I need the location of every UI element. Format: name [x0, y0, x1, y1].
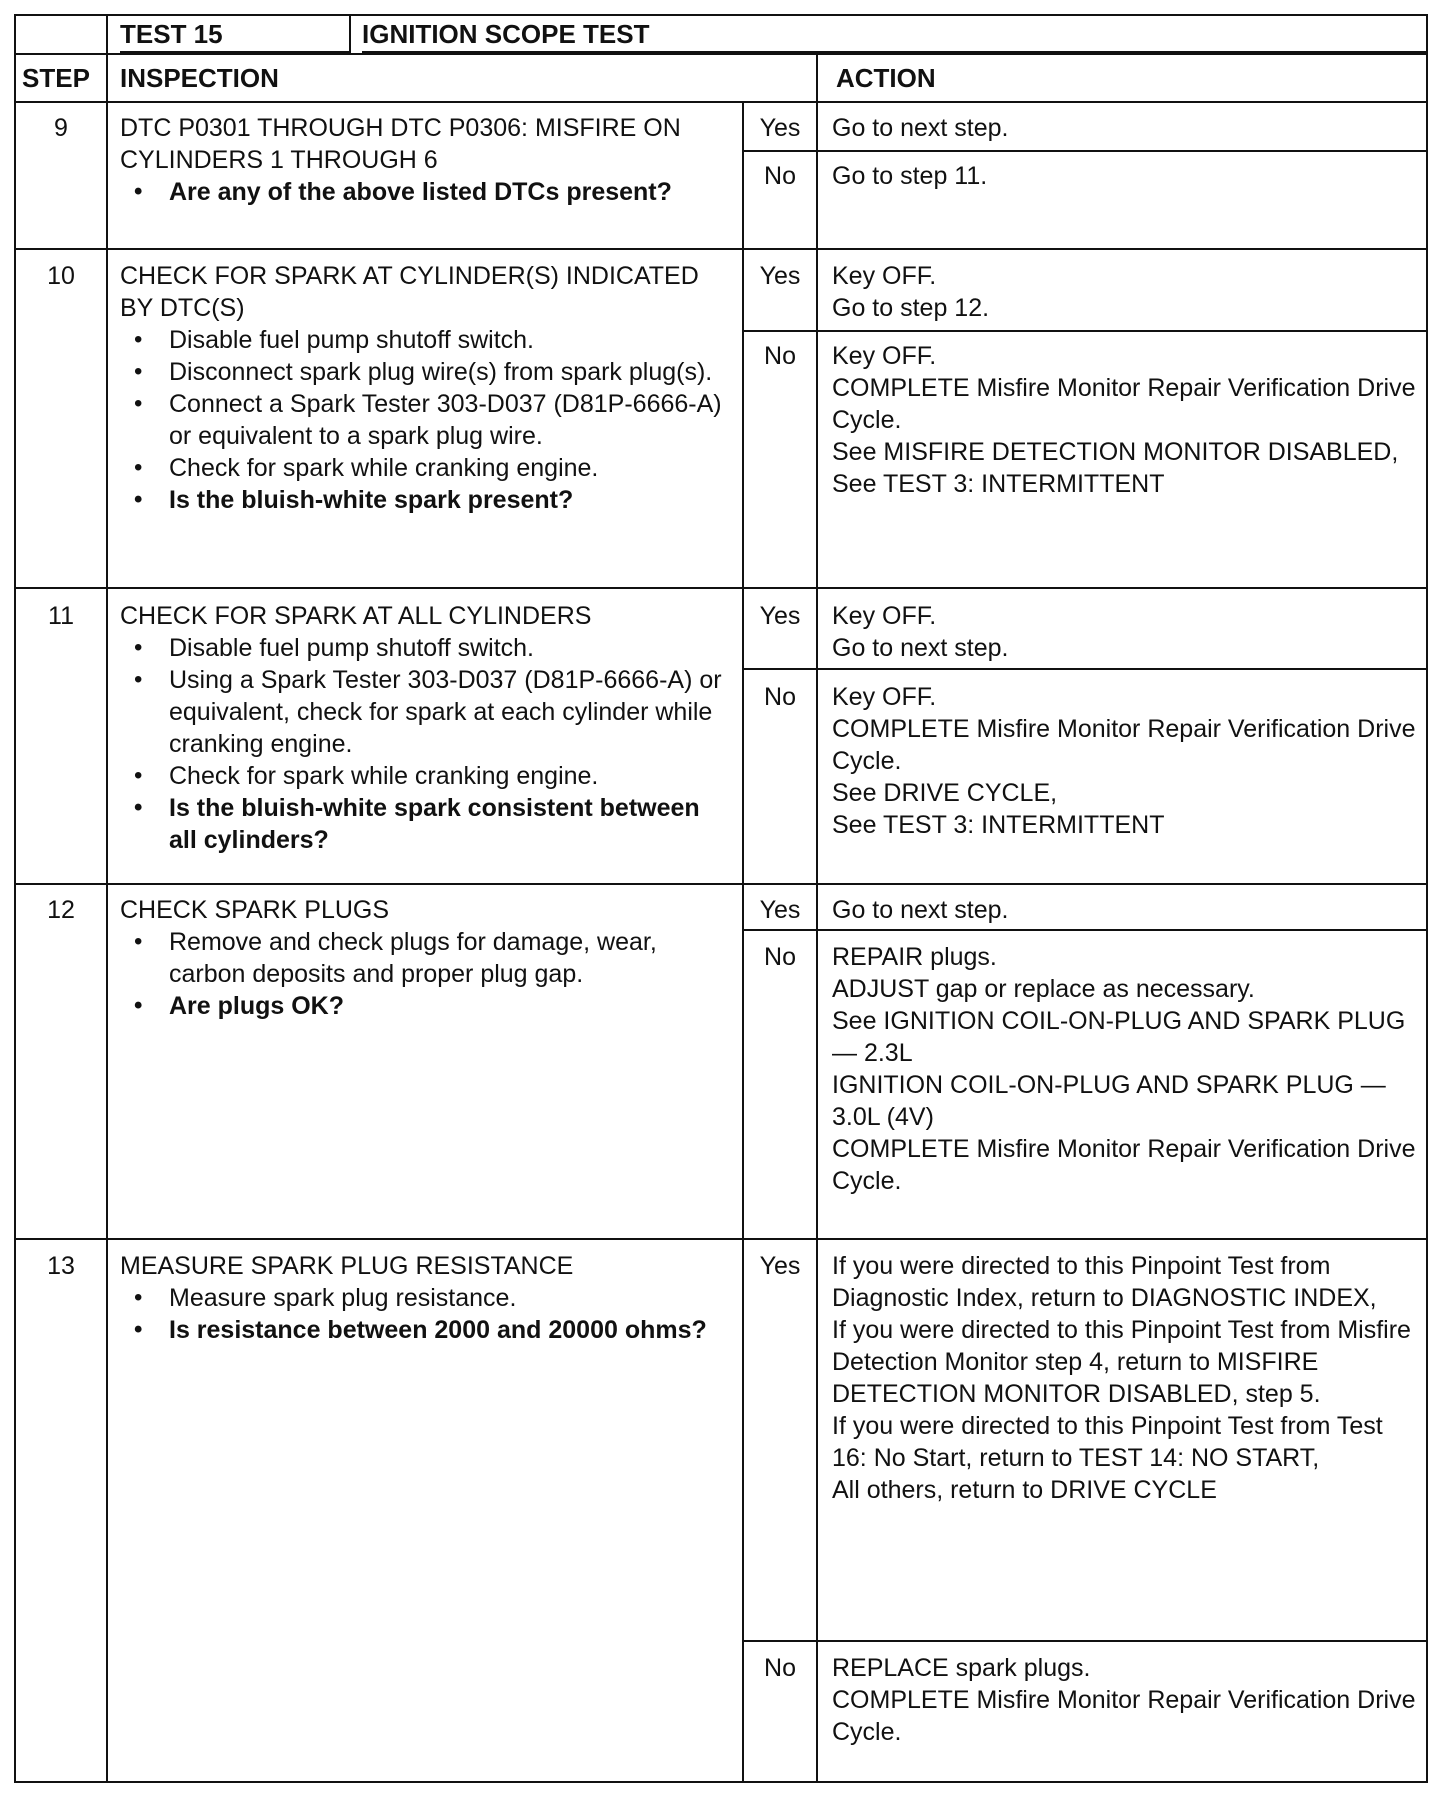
- step-number: 12: [47, 896, 75, 924]
- action-line: COMPLETE Misfire Monitor Repair Verification Drive Cycle.: [832, 374, 1416, 434]
- yes-action: [832, 1250, 1420, 1506]
- action-line: Key OFF.: [832, 602, 937, 630]
- yes-no-divider: [743, 668, 1426, 670]
- row-divider: [16, 587, 1426, 589]
- inspection-bullet: • Connect a Spark Tester 303-D037 (D81P-6666-A) or equivalent to a spark plug wire.: [120, 388, 732, 452]
- row-divider: [16, 248, 1426, 250]
- step-question: • Is the bluish-white spark consistent between all cylinders?: [120, 792, 732, 856]
- inspection-bullet: • Check for spark while cranking engine.: [120, 452, 732, 484]
- yes-no-divider: [743, 1640, 1426, 1642]
- column-header-inspection: INSPECTION: [120, 63, 279, 93]
- step-question: • Is resistance between 2000 and 20000 ohms?: [120, 1314, 732, 1346]
- step-inspection: [120, 1250, 732, 1346]
- step-inspection: [120, 894, 732, 1022]
- action-line: Go to next step.: [832, 634, 1009, 662]
- action-line: If you were directed to this Pinpoint Test from Diagnostic Index, return to DIAGNOSTIC INDEX,: [832, 1252, 1377, 1312]
- yes-no-divider: [743, 929, 1426, 931]
- row-divider: [16, 1238, 1426, 1240]
- action-line: COMPLETE Misfire Monitor Repair Verification Drive Cycle.: [832, 715, 1416, 775]
- action-line: REPLACE spark plugs.: [832, 1654, 1091, 1682]
- step-inspection: [120, 260, 732, 516]
- action-line: IGNITION COIL-ON-PLUG AND SPARK PLUG — 3.0L (4V): [832, 1071, 1386, 1131]
- step-title: CHECK SPARK PLUGS: [120, 896, 390, 924]
- step-title: CHECK FOR SPARK AT ALL CYLINDERS: [120, 602, 592, 630]
- step-question: • Is the bluish-white spark present?: [120, 484, 732, 516]
- action-line: Key OFF.: [832, 342, 937, 370]
- step-title: CHECK FOR SPARK AT CYLINDER(S) INDICATED BY DTC(S): [120, 262, 699, 322]
- yes-label: Yes: [759, 114, 801, 142]
- inspection-bullet: • Check for spark while cranking engine.: [120, 760, 732, 792]
- yes-label: Yes: [759, 1252, 801, 1280]
- inspection-bullet: • Disconnect spark plug wire(s) from spark plug(s).: [120, 356, 732, 388]
- step-title: MEASURE SPARK PLUG RESISTANCE: [120, 1252, 574, 1280]
- action-line: See TEST 3: INTERMITTENT: [832, 470, 1165, 498]
- step-number: 10: [47, 262, 75, 290]
- yes-action: [832, 260, 1420, 324]
- action-line: Go to next step.: [832, 896, 1009, 924]
- step-inspection: [120, 600, 732, 856]
- no-action: [832, 1652, 1420, 1748]
- test-title: IGNITION SCOPE TEST: [362, 16, 1426, 53]
- yes-action: [832, 894, 1420, 926]
- action-line: COMPLETE Misfire Monitor Repair Verification Drive Cycle.: [832, 1135, 1416, 1195]
- test-label: TEST 15: [120, 16, 350, 53]
- yes-action: [832, 112, 1420, 144]
- action-line: COMPLETE Misfire Monitor Repair Verification Drive Cycle.: [832, 1686, 1416, 1746]
- action-line: All others, return to DRIVE CYCLE: [832, 1476, 1217, 1504]
- step-question: • Are plugs OK?: [120, 990, 732, 1022]
- action-line: ADJUST gap or replace as necessary.: [832, 975, 1255, 1003]
- no-label: No: [764, 683, 796, 711]
- action-line: See TEST 3: INTERMITTENT: [832, 811, 1165, 839]
- yes-action: [832, 600, 1420, 664]
- action-line: See MISFIRE DETECTION MONITOR DISABLED,: [832, 438, 1399, 466]
- action-line: Go to next step.: [832, 114, 1009, 142]
- no-action: [832, 681, 1420, 841]
- yes-label: Yes: [759, 602, 801, 630]
- step-column-line: [106, 16, 108, 1782]
- step-number: 9: [54, 114, 68, 142]
- action-line: Key OFF.: [832, 683, 937, 711]
- action-line: Go to step 12.: [832, 294, 990, 322]
- action-line: See IGNITION COIL-ON-PLUG AND SPARK PLUG — 2.3L: [832, 1007, 1406, 1067]
- action-line: If you were directed to this Pinpoint Test from Test 16: No Start, return to TEST 14: NO START,: [832, 1412, 1383, 1472]
- row-divider: [16, 883, 1426, 885]
- no-label: No: [764, 162, 796, 190]
- test-table: [14, 14, 1428, 1783]
- yes-label: Yes: [759, 262, 801, 290]
- inspection-bullet: • Measure spark plug resistance.: [120, 1282, 732, 1314]
- column-header-action: ACTION: [836, 63, 936, 93]
- inspection-bullet: • Disable fuel pump shutoff switch.: [120, 324, 732, 356]
- column-header-step: STEP: [22, 63, 90, 93]
- action-line: Go to step 11.: [832, 162, 988, 190]
- no-label: No: [764, 943, 796, 971]
- inspection-bullet: • Using a Spark Tester 303-D037 (D81P-6666-A) or equivalent, check for spark at each cylinder while cranking engine.: [120, 664, 732, 760]
- action-line: See DRIVE CYCLE,: [832, 779, 1058, 807]
- action-line: Key OFF.: [832, 262, 937, 290]
- no-action: [832, 160, 1420, 192]
- yes-no-divider: [743, 150, 1426, 152]
- no-label: No: [764, 1654, 796, 1682]
- yes-no-divider: [743, 330, 1426, 332]
- yes-label: Yes: [759, 896, 801, 924]
- step-title: DTC P0301 THROUGH DTC P0306: MISFIRE ON CYLINDERS 1 THROUGH 6: [120, 114, 681, 174]
- action-column-line: [816, 55, 818, 1782]
- step-number: 11: [48, 602, 74, 630]
- no-label: No: [764, 342, 796, 370]
- inspection-bullet: • Remove and check plugs for damage, wear, carbon deposits and proper plug gap.: [120, 926, 732, 990]
- step-question: • Are any of the above listed DTCs present?: [120, 176, 732, 208]
- header-separator: [349, 16, 351, 54]
- action-line: REPAIR plugs.: [832, 943, 997, 971]
- no-action: [832, 340, 1420, 500]
- column-header-divider: [16, 101, 1426, 103]
- step-number: 13: [47, 1252, 75, 1280]
- step-inspection: [120, 112, 732, 208]
- no-action: [832, 941, 1420, 1197]
- inspection-bullet: • Disable fuel pump shutoff switch.: [120, 632, 732, 664]
- action-line: If you were directed to this Pinpoint Test from Misfire Detection Monitor step 4, return to MISFIRE DETECTION MONITOR DISABLED, step 5.: [832, 1316, 1411, 1408]
